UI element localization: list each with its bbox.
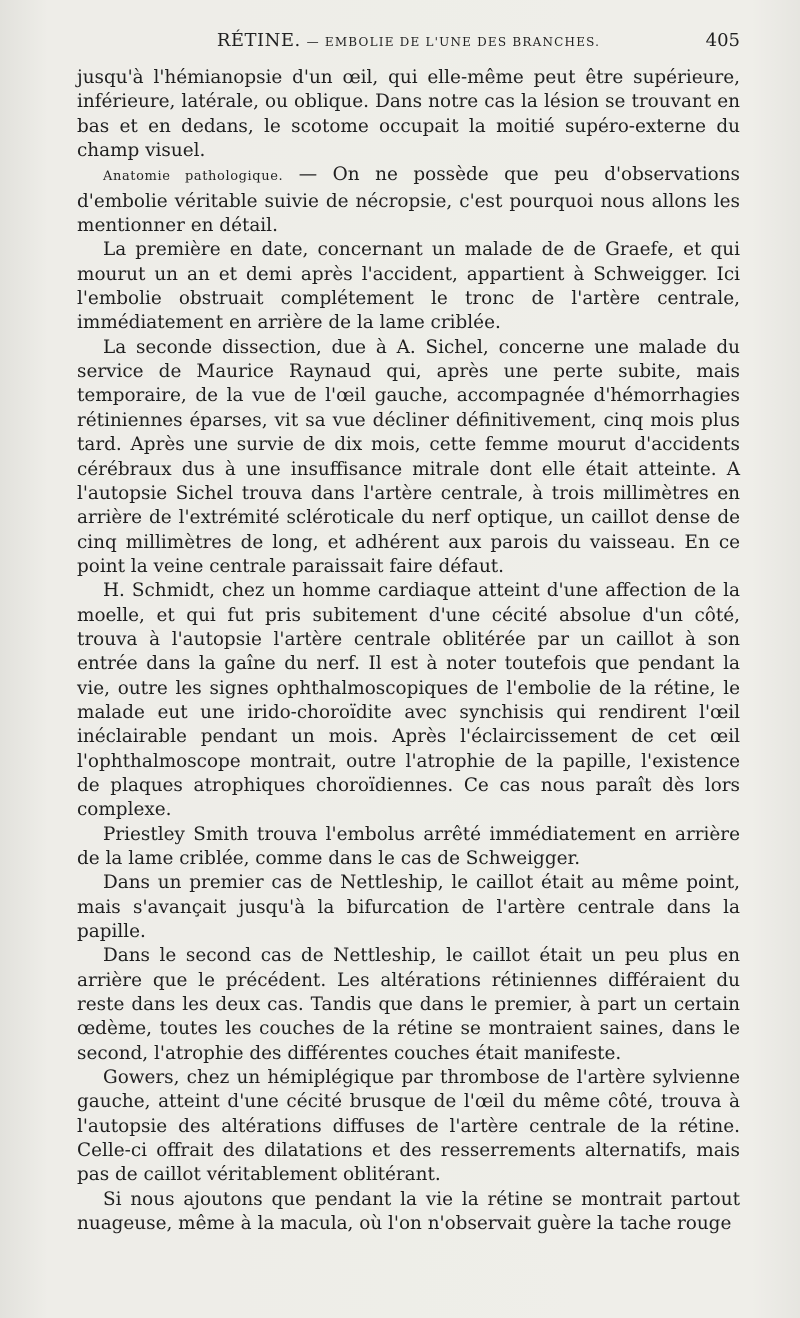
body-text (77, 66, 740, 1237)
paragraph-schmidt: H. Schmidt, chez un homme cardiaque atteint d'une affection de la moelle, et qui fut pris subitement d'une cécité absolue d'un côté, trouva à l'autopsie l'artère centrale oblitérée par un caillot à son entrée dans la gaîne du nerf. Il est à noter toutefois que pendant la vie, outre les signes ophthalmoscopiques de l'embolie de la rétine, le malade eut une irido-choroïdite avec synchisis qui rendirent l'œil inéclairable pendant un mois. Après l'éclaircissement de cet œil l'ophthalmoscope montrait, outre l'atrophie de la papille, l'existence de plaques atrophiques choroïdiennes. Ce cas nous paraît dès lors complexe. (77, 580, 740, 821)
running-title-main: RÉTINE. (216, 30, 301, 51)
paragraph-gowers: Gowers, chez un hémiplégique par thrombose de l'artère sylvienne gauche, atteint d'une cécité brusque de l'œil du même côté, trouva à l'autopsie des altérations diffuses de l'artère centrale de la rétine. Celle-ci offrait des dilatations et des resserrements alternatifs, mais pas de caillot véritablement oblitérant. (77, 1067, 740, 1186)
paragraph-priestley-smith: Priestley Smith trouva l'embolus arrêté immédiatement en arrière de la lame criblée, comme dans le cas de Schweigger. (77, 823, 740, 869)
paragraph-nettleship-second: Dans le second cas de Nettleship, le caillot était un peu plus en arrière que le précédent. Les altérations rétiniennes différaient du reste dans les deux cas. Tandis que dans le premier, à part un certain œdème, toutes les couches de la rétine se montraient saines, dans le second, l'atrophie des différentes couches était manifeste. (77, 945, 740, 1064)
running-head (77, 30, 740, 60)
paragraph-sichel: La seconde dissection, due à A. Sichel, concerne une malade du service de Maurice Raynaud qui, après une perte subite, mais temporaire, de la vue de l'œil gauche, accompagnée d'hémorrhagies rétiniennes éparses, vit sa vue décliner définitivement, cinq mois plus tard. Après une survie de dix mois, cette femme mourut d'accidents cérébraux dus à une insuffisance mitrale dont elle était atteinte. A l'autopsie Sichel trouva dans l'artère centrale, à trois millimètres en arrière de l'extrémité scléroticale du nerf optique, un caillot dense de cinq millimètres de long, et adhérent aux parois du vaisseau. En ce point la veine centrale paraissait faire défaut. (77, 336, 740, 577)
paragraph-final: Si nous ajoutons que pendant la vie la rétine se montrait partout nuageuse, même à la macula, où l'on n'observait guère la tache rouge (77, 1188, 740, 1235)
section-heading: Anatomie pathologique. (103, 169, 284, 185)
paragraph-continuation: jusqu'à l'hémianopsie d'un œil, qui elle-même peut être supérieure, inférieure, latérale, ou oblique. Dans notre cas la lésion se trouvant en bas et en dedans, le scotome occupait la moitié supéro-externe du champ visuel. (77, 67, 740, 162)
paragraph-schweigger: La première en date, concernant un malade de de Graefe, et qui mourut un an et demi après l'accident, appartient à Schweigger. Ici l'embolie obstruait complétement le tronc de l'artère centrale, immédiatement en arrière de la lame criblée. (77, 239, 740, 334)
running-title (77, 30, 740, 51)
paragraph-nettleship-first: Dans un premier cas de Nettleship, le caillot était au même point, mais s'avançait jusqu'à la bifurcation de l'artère centrale dans la papille. (77, 872, 740, 943)
running-title-sub: — EMBOLIE DE L'UNE DES BRANCHES. (306, 35, 601, 49)
page-number: 405 (705, 30, 740, 51)
paragraph-text: — On ne possède que peu d'observations d'embolie véritable suivie de nécropsie, c'est pourquoi nous allons les mentionner en détail. (77, 164, 740, 237)
paragraph-anatomie (77, 163, 740, 238)
